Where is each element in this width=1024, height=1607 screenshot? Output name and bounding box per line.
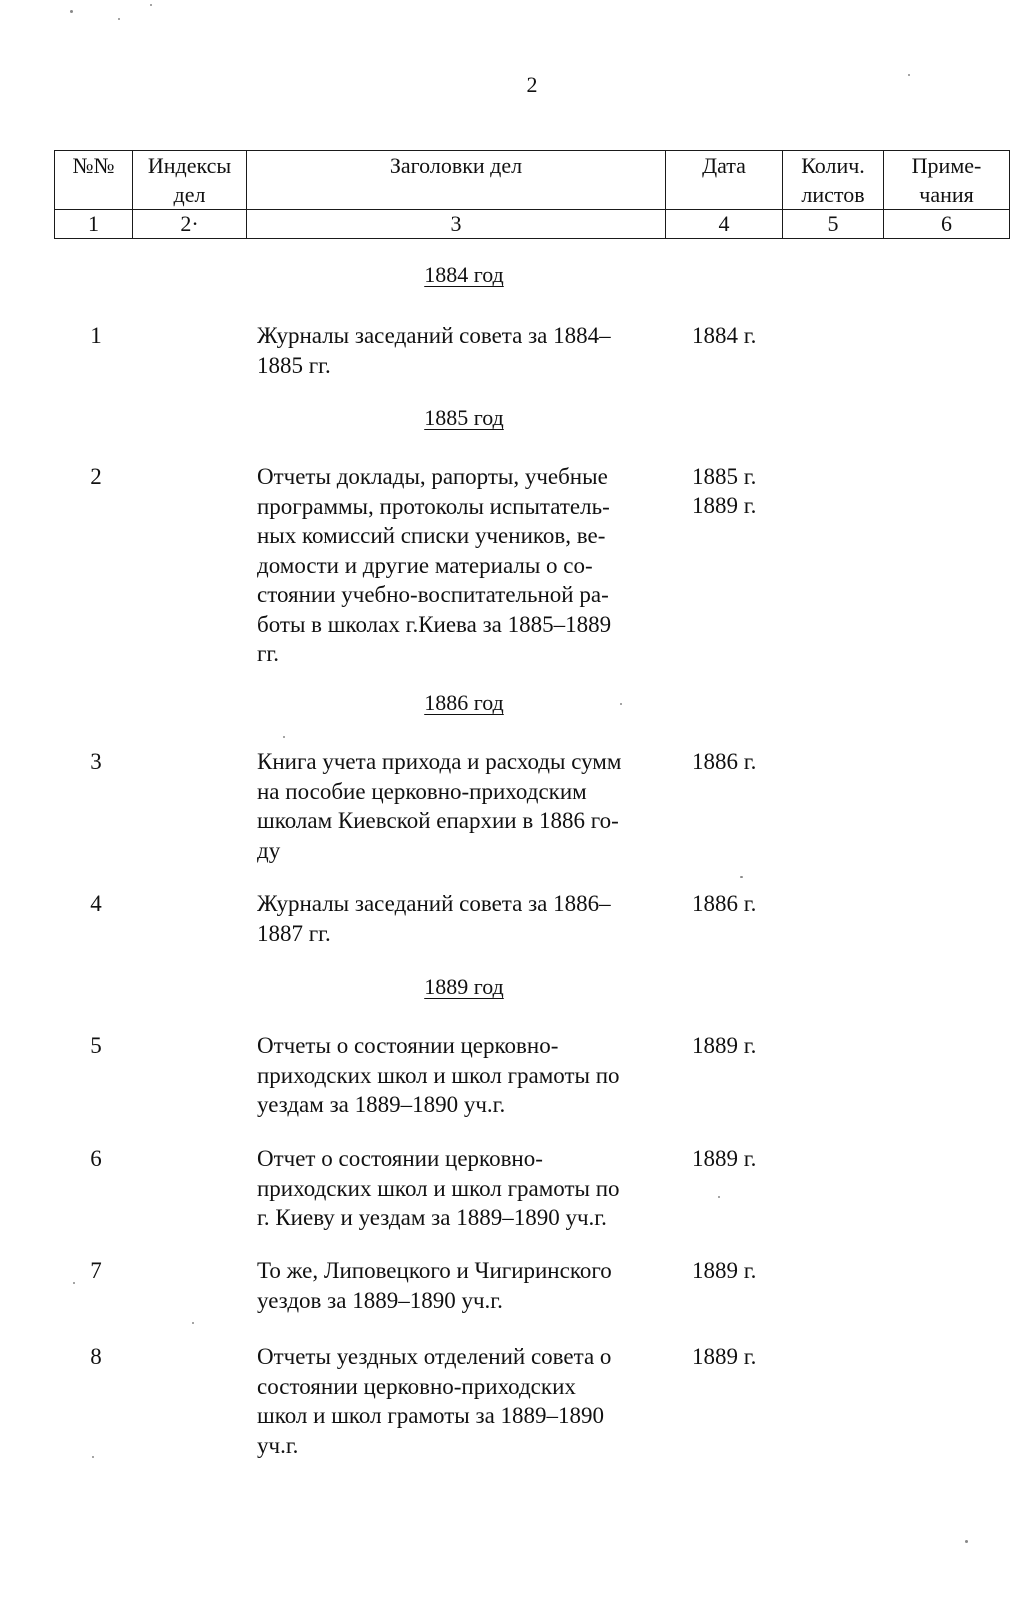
entry-date: 1889 г. bbox=[692, 1146, 757, 1171]
entry-date: 1886 г. bbox=[692, 749, 757, 774]
entry-date: 1889 г. bbox=[692, 1344, 757, 1369]
scan-speck bbox=[70, 10, 73, 13]
entry-number: 8 bbox=[90, 1344, 102, 1369]
entry-number: 2 bbox=[90, 464, 102, 489]
entry-date: 1884 г. bbox=[692, 323, 757, 348]
column-number-6: 6 bbox=[884, 210, 1010, 239]
entry-title: Журналы заседаний совета за 1886– 1887 гг. bbox=[257, 891, 611, 946]
header-cell-notes: Приме- чания bbox=[884, 151, 1010, 210]
column-number-2: 2· bbox=[133, 210, 247, 239]
entry-title: Отчеты доклады, рапорты, учебные программы, протоколы испытатель- ных комиссий списки учеников, ве- домости и другие материалы о со- стоянии учебно-воспитательной ра- боты в школах г.Киева за 1885–1889 гг. bbox=[257, 464, 612, 666]
scan-speck bbox=[150, 4, 152, 6]
entry-date: 1889 г. bbox=[692, 1033, 757, 1058]
inventory-header-table bbox=[54, 150, 1010, 239]
header-row bbox=[55, 151, 1010, 210]
scan-speck bbox=[283, 736, 285, 738]
scan-speck bbox=[718, 1196, 720, 1198]
entry-title: Отчеты о состоянии церковно- приходских школ и школ грамоты по уездам за 1889–1890 уч.г. bbox=[257, 1033, 620, 1117]
column-number-3: 3 bbox=[247, 210, 666, 239]
section-year-heading: 1889 год bbox=[424, 974, 504, 999]
entry-number: 1 bbox=[90, 323, 102, 348]
scan-speck bbox=[73, 1282, 75, 1284]
column-number-row bbox=[55, 210, 1010, 239]
entry-title: Книга учета прихода и расходы сумм на пособие церковно-приходским школам Киевской епархии в 1886 го- ду bbox=[257, 749, 622, 863]
page-number: 2 bbox=[526, 72, 538, 97]
section-year-heading: 1886 год bbox=[424, 690, 504, 715]
scan-speck bbox=[965, 1540, 968, 1543]
scan-speck bbox=[192, 1322, 194, 1324]
column-number-5: 5 bbox=[783, 210, 884, 239]
entry-date: 1886 г. bbox=[692, 891, 757, 916]
column-number-4: 4 bbox=[666, 210, 783, 239]
entry-number: 7 bbox=[90, 1258, 102, 1283]
scan-speck bbox=[92, 1456, 94, 1458]
column-number-1: 1 bbox=[55, 210, 133, 239]
header-cell-index: Индексы дел bbox=[133, 151, 247, 210]
entry-title: Отчеты уездных отделений совета о состоянии церковно-приходских школ и школ грамоты за 1889–1890 уч.г. bbox=[257, 1344, 612, 1458]
entry-title: То же, Липовецкого и Чигиринского уездов за 1889–1890 уч.г. bbox=[257, 1258, 612, 1313]
entry-date: 1885 г. 1889 г. bbox=[692, 464, 757, 518]
entry-number: 4 bbox=[90, 891, 102, 916]
header-cell-date: Дата bbox=[666, 151, 783, 210]
scan-speck bbox=[740, 876, 743, 878]
entry-number: 6 bbox=[90, 1146, 102, 1171]
entry-number: 3 bbox=[90, 749, 102, 774]
entry-title: Отчет о состоянии церковно- приходских школ и школ грамоты по г. Киеву и уездам за 1889–1890 уч.г. bbox=[257, 1146, 620, 1230]
header-cell-title: Заголовки дел bbox=[247, 151, 666, 210]
scan-speck bbox=[908, 74, 910, 76]
scan-speck bbox=[620, 703, 622, 705]
header-cell-number: №№ bbox=[55, 151, 133, 210]
entry-date: 1889 г. bbox=[692, 1258, 757, 1283]
entry-number: 5 bbox=[90, 1033, 102, 1058]
entry-title: Журналы заседаний совета за 1884– 1885 гг. bbox=[257, 323, 611, 378]
section-year-heading: 1885 год bbox=[424, 405, 504, 430]
section-year-heading: 1884 год bbox=[424, 262, 504, 287]
header-cell-sheets: Колич. листов bbox=[783, 151, 884, 210]
scan-speck bbox=[118, 18, 120, 20]
